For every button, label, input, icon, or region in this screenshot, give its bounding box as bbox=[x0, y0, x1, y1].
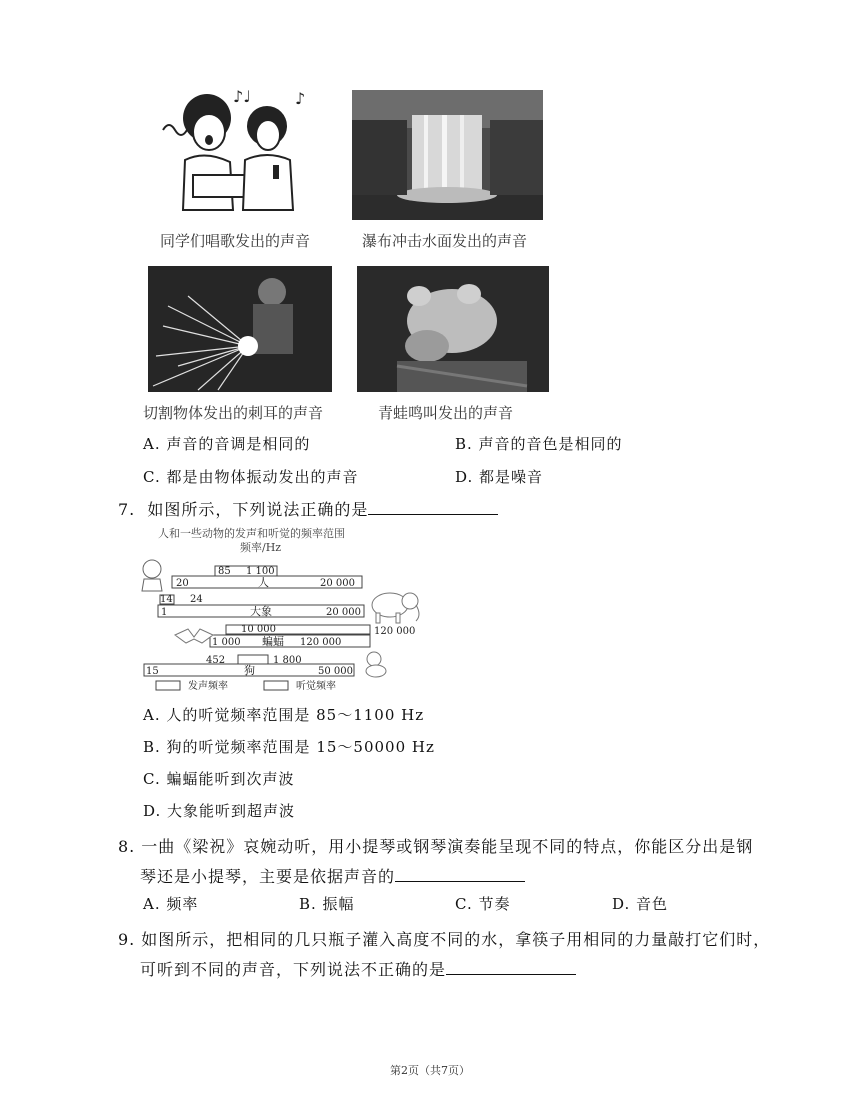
q8-stem bbox=[118, 832, 758, 892]
svg-text:20 000: 20 000 bbox=[320, 578, 355, 589]
svg-text:24: 24 bbox=[190, 594, 203, 605]
q6-option-c[interactable]: C. 都是由物体振动发出的声音 bbox=[143, 468, 359, 486]
svg-text:人: 人 bbox=[258, 576, 269, 589]
figure-title: 人和一些动物的发声和听觉的频率范围 bbox=[158, 527, 345, 540]
q9-number: 9. bbox=[118, 930, 136, 949]
svg-text:50 000: 50 000 bbox=[318, 666, 353, 677]
legend-emit: 发声频率 bbox=[188, 681, 228, 692]
elephant-icon bbox=[372, 593, 419, 623]
q8-option-b[interactable]: B. 振幅 bbox=[299, 895, 355, 913]
svg-text:10 000: 10 000 bbox=[241, 624, 276, 635]
waterfall-image bbox=[352, 90, 543, 220]
q7-answer-blank[interactable] bbox=[368, 500, 498, 515]
page-footer: 第2页（共7页） bbox=[390, 1064, 470, 1077]
svg-text:1 100: 1 100 bbox=[246, 566, 275, 577]
q6-option-a[interactable]: A. 声音的音调是相同的 bbox=[143, 435, 311, 453]
svg-text:1 000: 1 000 bbox=[212, 637, 241, 648]
svg-text:120 000: 120 000 bbox=[300, 637, 342, 648]
q7-text: 如图所示，下列说法正确的是 bbox=[147, 500, 369, 519]
svg-text:大象: 大象 bbox=[250, 605, 272, 618]
svg-text:♪: ♪ bbox=[295, 89, 306, 108]
bat-icon bbox=[175, 629, 213, 643]
q7-option-d[interactable]: D. 大象能听到超声波 bbox=[143, 802, 296, 820]
frog-image bbox=[357, 266, 549, 392]
q6-option-b[interactable]: B. 声音的音色是相同的 bbox=[455, 435, 623, 453]
q9-line1: 如图所示，把相同的几只瓶子灌入高度不同的水，拿筷子用相同的力量敲打它们时， bbox=[141, 930, 771, 949]
q7-option-c[interactable]: C. 蝙蝠能听到次声波 bbox=[143, 770, 295, 788]
svg-text:120 000: 120 000 bbox=[374, 626, 416, 637]
dog-icon bbox=[366, 652, 386, 677]
svg-text:452: 452 bbox=[206, 655, 226, 666]
singing-students-image bbox=[155, 80, 315, 220]
cutting-sparks-image bbox=[148, 266, 332, 392]
q8-number: 8. bbox=[118, 837, 136, 856]
q7-stem bbox=[118, 495, 498, 525]
svg-text:85: 85 bbox=[218, 566, 231, 577]
svg-text:20 000: 20 000 bbox=[326, 607, 361, 618]
svg-text:15: 15 bbox=[146, 666, 159, 677]
waterfall-caption: 瀑布冲击水面发出的声音 bbox=[362, 232, 528, 250]
q8-option-c[interactable]: C. 节奏 bbox=[455, 895, 511, 913]
q9-stem bbox=[118, 925, 778, 985]
svg-text:20: 20 bbox=[176, 578, 189, 589]
frequency-range-figure bbox=[140, 525, 440, 695]
svg-text:狗: 狗 bbox=[244, 664, 255, 677]
legend-hear: 听觉频率 bbox=[296, 681, 336, 692]
cutting-caption: 切割物体发出的刺耳的声音 bbox=[143, 404, 324, 422]
q9-line2: 可听到不同的声音，下列说法不正确的是 bbox=[140, 960, 447, 979]
svg-text:蝙蝠: 蝙蝠 bbox=[262, 635, 284, 648]
q8-option-d[interactable]: D. 音色 bbox=[612, 895, 669, 913]
svg-text:14: 14 bbox=[160, 594, 173, 605]
svg-text:1 800: 1 800 bbox=[273, 655, 302, 666]
svg-text:♪♩: ♪♩ bbox=[233, 87, 251, 106]
singing-caption: 同学们唱歌发出的声音 bbox=[160, 232, 311, 250]
q8-option-a[interactable]: A. 频率 bbox=[143, 895, 199, 913]
q7-option-a[interactable]: A. 人的听觉频率范围是 85～1100 Hz bbox=[143, 706, 425, 724]
q7-number: 7. bbox=[118, 500, 136, 519]
figure-unit: 频率/Hz bbox=[240, 541, 282, 554]
q8-answer-blank[interactable] bbox=[395, 867, 525, 882]
q9-answer-blank[interactable] bbox=[446, 960, 576, 975]
q8-line2: 琴还是小提琴，主要是依据声音的 bbox=[140, 867, 396, 886]
q8-line1: 一曲《梁祝》哀婉动听，用小提琴或钢琴演奏能呈现不同的特点，你能区分出是钢 bbox=[141, 837, 754, 856]
q6-option-d[interactable]: D. 都是噪音 bbox=[455, 468, 544, 486]
svg-text:1: 1 bbox=[161, 607, 168, 618]
q7-option-b[interactable]: B. 狗的听觉频率范围是 15～50000 Hz bbox=[143, 738, 435, 756]
frog-caption: 青蛙鸣叫发出的声音 bbox=[378, 404, 514, 422]
girl-icon bbox=[142, 560, 162, 591]
